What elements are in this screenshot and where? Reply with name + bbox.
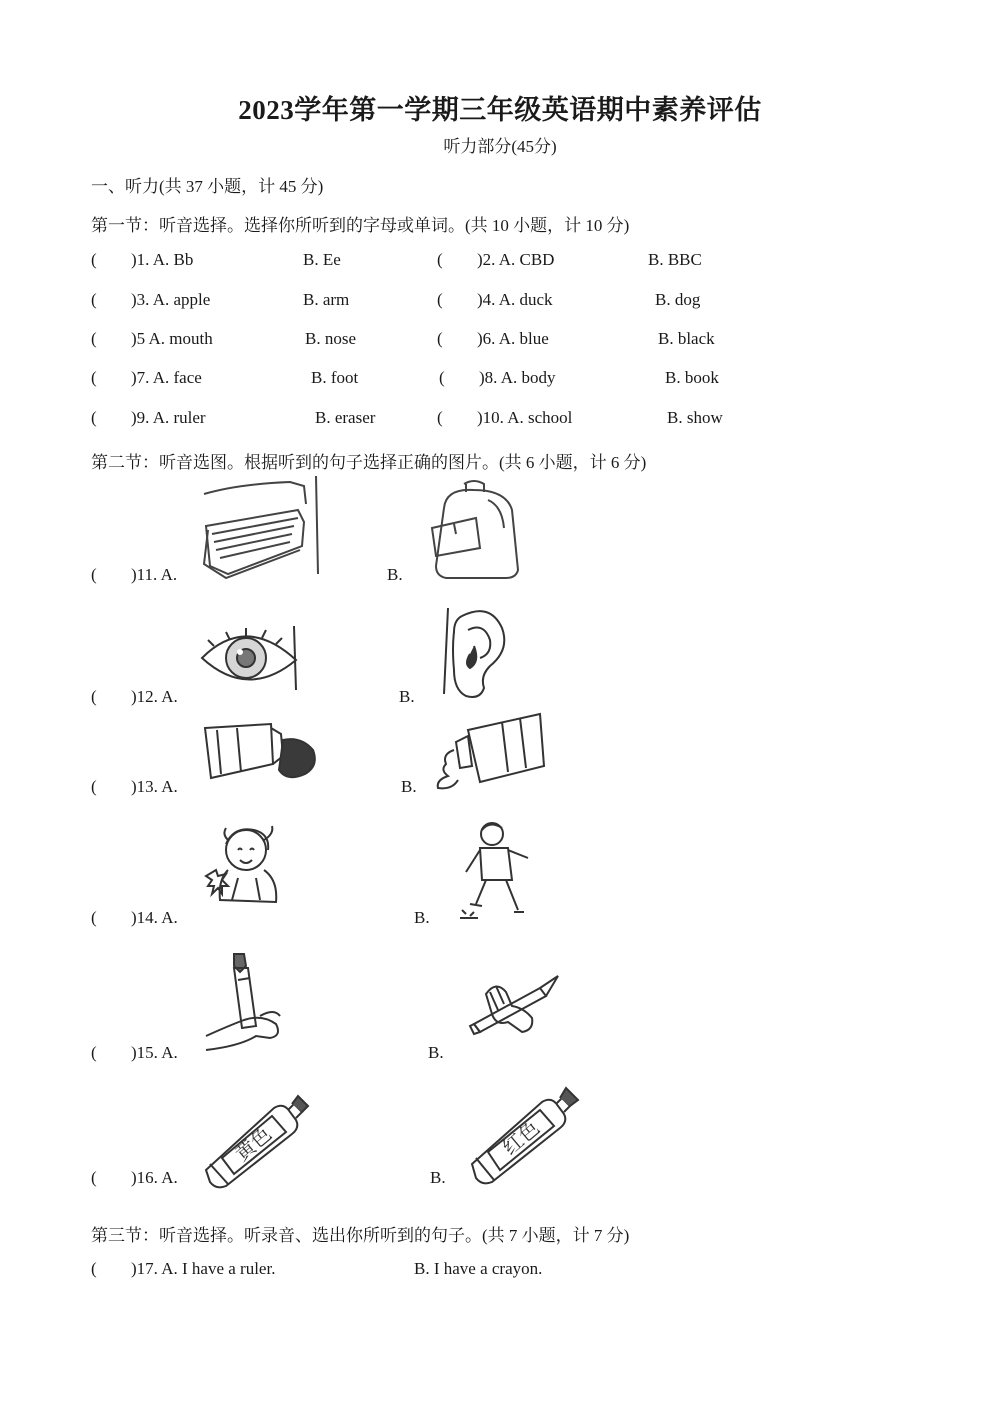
answer-paren: ( [437, 290, 443, 309]
question-text: )12. A. [131, 687, 178, 706]
option-b: B. foot [311, 368, 359, 387]
answer-paren: ( [91, 368, 97, 387]
question-text: )5 A. mouth [131, 329, 213, 348]
answer-paren: ( [437, 250, 443, 269]
question-12 [91, 687, 178, 707]
question-text: )16. A. [131, 1168, 178, 1187]
option-b: B. [401, 777, 417, 796]
question-3 [91, 290, 210, 310]
question-16 [91, 1168, 178, 1188]
option-b: B. [428, 1043, 444, 1062]
answer-paren: ( [91, 687, 97, 706]
answer-paren: ( [91, 1043, 97, 1062]
question-text: )13. A. [131, 777, 178, 796]
question-14 [91, 908, 178, 928]
eye-icon [196, 618, 300, 698]
boy-stamping-icon [456, 818, 536, 922]
answer-paren: ( [91, 1259, 97, 1278]
question-17 [91, 1259, 275, 1279]
school-bag-icon [426, 478, 524, 582]
answer-paren: ( [91, 777, 97, 796]
page-title: 2023学年第一学期三年级英语期中素养评估 [238, 95, 762, 125]
glue-tube-icon [432, 710, 546, 790]
answer-paren: ( [91, 408, 97, 427]
question-text: )10. A. school [477, 408, 573, 427]
option-b: B. arm [303, 290, 350, 309]
question-text: )11. A. [131, 565, 178, 584]
question-text: )15. A. [131, 1043, 178, 1062]
page-subtitle: 听力部分(45分) [443, 137, 557, 156]
option-b: B. [399, 687, 415, 706]
section2-heading: 第二节：听音选图。根据听到的句子选择正确的图片。(共 6 小题，计 6 分) [91, 453, 647, 472]
question-9 [91, 408, 206, 428]
question-text: )9. A. ruler [131, 408, 206, 427]
answer-paren: ( [437, 329, 443, 348]
hand-holding-pen-icon [204, 950, 294, 1056]
question-text: )6. A. blue [477, 329, 549, 348]
question-13 [91, 777, 178, 797]
red-tube-label: 红色 [497, 1115, 544, 1160]
question-1 [91, 250, 193, 270]
yellow-tube-label: 黄色 [229, 1121, 276, 1166]
option-b: B. I have a crayon. [414, 1259, 543, 1278]
answer-paren: ( [91, 329, 97, 348]
option-b: B. show [667, 408, 723, 427]
answer-paren: ( [91, 250, 97, 269]
question-11 [91, 565, 177, 585]
question-10 [437, 408, 572, 428]
question-text: )8. A. body [479, 368, 556, 387]
question-7 [91, 368, 202, 388]
part-one-heading: 一、听力(共 37 小题，计 45 分) [91, 177, 324, 196]
answer-paren: ( [91, 565, 97, 584]
question-5 [91, 329, 213, 349]
question-text: )7. A. face [131, 368, 202, 387]
answer-paren: ( [91, 290, 97, 309]
option-b: B. BBC [648, 250, 702, 269]
question-2 [437, 250, 554, 270]
question-text: )4. A. duck [477, 290, 553, 309]
answer-paren: ( [439, 368, 445, 387]
section1-heading: 第一节：听音选择。选择你所听到的字母或单词。(共 10 小题，计 10 分) [91, 216, 630, 235]
question-text: )3. A. apple [131, 290, 211, 309]
question-text: )1. A. Bb [131, 250, 194, 269]
option-b: B. black [658, 329, 715, 348]
option-b: B. book [665, 368, 719, 387]
answer-paren: ( [91, 908, 97, 927]
pencil-box-icon [198, 474, 322, 582]
yellow-crayon-tube-icon [202, 1088, 312, 1188]
section3-heading: 第三节：听音选择。听录音、选出你所听到的句子。(共 7 小题，计 7 分) [91, 1226, 630, 1245]
hand-holding-pencil-icon [466, 974, 562, 1038]
option-b: B. dog [655, 290, 701, 309]
black-paint-tube-icon [201, 722, 319, 784]
question-text: )17. A. I have a ruler. [131, 1259, 276, 1278]
question-6 [437, 329, 549, 349]
option-b: B. [387, 565, 403, 584]
question-8 [439, 368, 556, 388]
option-b: B. [430, 1168, 446, 1187]
red-crayon-tube-icon [468, 1080, 580, 1184]
answer-paren: ( [437, 408, 443, 427]
question-text: )2. A. CBD [477, 250, 555, 269]
option-b: B. Ee [303, 250, 341, 269]
question-4 [437, 290, 553, 310]
option-b: B. eraser [315, 408, 376, 427]
question-15 [91, 1043, 178, 1063]
girl-clapping-icon [198, 820, 302, 920]
option-b: B. [414, 908, 430, 927]
answer-paren: ( [91, 1168, 97, 1187]
question-text: )14. A. [131, 908, 178, 927]
ear-icon [440, 604, 512, 702]
option-b: B. nose [305, 329, 356, 348]
